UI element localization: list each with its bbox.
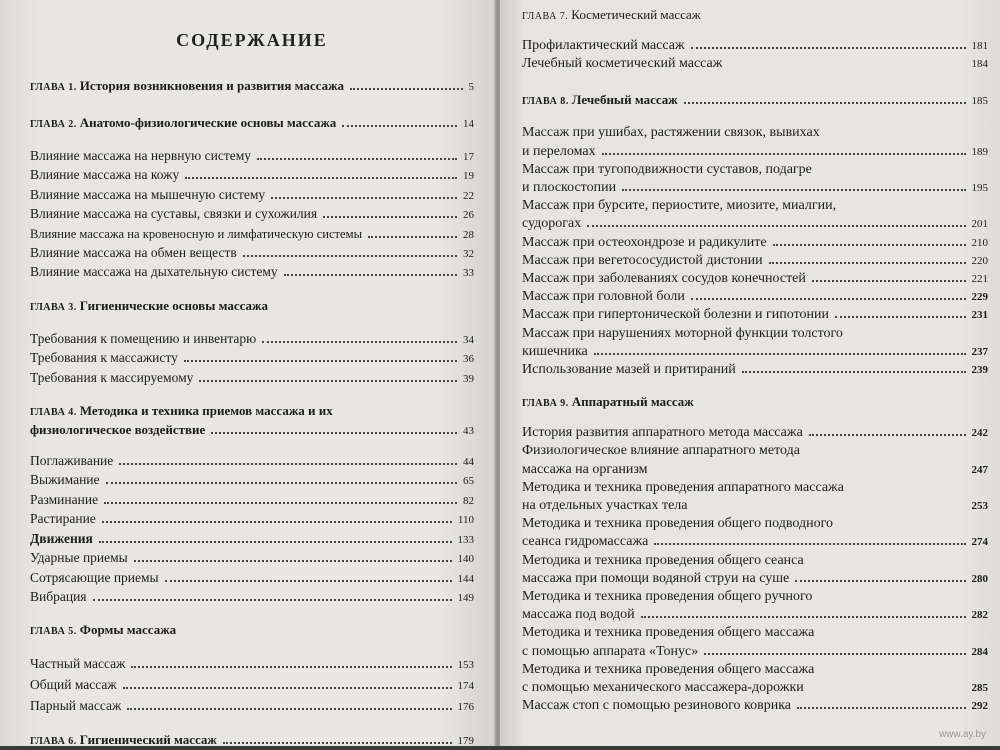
leader-dots (594, 353, 966, 355)
chapter-4-heading (30, 402, 474, 440)
chapter-7-items (522, 37, 988, 73)
page-number: 17 (463, 151, 474, 163)
toc-entry (30, 530, 474, 549)
entry-title: Лечебный косметический массаж (522, 56, 723, 72)
chapter-number: ГЛАВА 6. (30, 736, 77, 748)
page-number: 133 (457, 533, 474, 546)
entry-title: Массаж при остеохондрозе и радикулите (522, 234, 767, 250)
entry-title: Массаж при вегетососудистой дистонии (522, 252, 763, 268)
chapter-5-items (30, 654, 474, 717)
chapter-title: Анатомо-физиологические основы массажа (79, 115, 337, 130)
toc-entry (30, 569, 474, 588)
leader-dots (342, 125, 457, 127)
entry-title: Профилактический массаж (522, 38, 685, 53)
leader-dots (809, 434, 966, 436)
leader-dots (104, 502, 457, 504)
chapter-number: ГЛАВА 2. (30, 119, 77, 130)
entry-title: Выжимание (30, 472, 100, 488)
leader-dots (99, 541, 452, 543)
toc-entry (522, 661, 988, 697)
entry-title-line-1: Методика и техника проведения общего массажа (522, 661, 815, 677)
toc-entry (30, 696, 474, 717)
page-number: 189 (971, 145, 988, 158)
chapter-number: ГЛАВА 3. (30, 301, 77, 313)
entry-title-line-1: Методика и техника проведения аппаратного массажа (522, 479, 844, 495)
page-number: 176 (457, 701, 474, 714)
toc-entry (522, 624, 988, 660)
entry-title-line-2: сеанса гидромассажа (522, 534, 649, 550)
toc-entry (522, 306, 988, 324)
toc-entry (30, 166, 474, 185)
page-number: 274 (971, 536, 988, 549)
chapter-number: ГЛАВА 4. (30, 407, 77, 419)
page-number: 22 (463, 189, 474, 202)
page-number: 179 (457, 735, 474, 748)
toc-entry (522, 161, 988, 197)
page-number: 44 (463, 456, 474, 469)
entry-title: Требования к массируемому (30, 369, 194, 385)
leader-dots (323, 216, 457, 218)
page-title: СОДЕРЖАНИЕ (176, 30, 328, 50)
entry-title: Влияние массажа на суставы, связки и сухожилия (30, 206, 318, 222)
page-number: 110 (457, 514, 474, 527)
toc-entry (30, 549, 474, 568)
toc-entry (30, 369, 474, 388)
toc-entry (522, 588, 988, 624)
leader-dots (773, 244, 966, 246)
chapter-title: Косметический массаж (571, 7, 701, 22)
chapter-2-heading (30, 114, 474, 133)
entry-title: Сотрясающие приемы (30, 569, 159, 585)
chapter-8-heading (522, 91, 988, 110)
entry-title-line-2: массажа под водой (522, 607, 635, 623)
leader-dots (795, 580, 965, 582)
page-number: 153 (457, 659, 474, 672)
right-page (500, 0, 1000, 746)
toc-entry (30, 654, 474, 675)
entry-title-line-1: Массаж при тугоподвижности суставов, подагре (522, 161, 812, 177)
entry-title-line-1: Массаж при бурсите, периостите, миозите, миалгии, (522, 198, 837, 214)
page-number: 210 (971, 236, 988, 249)
page-number: 237 (971, 345, 988, 358)
entry-title: Разминание (30, 491, 99, 507)
toc-entry (30, 675, 474, 696)
page-number: 280 (971, 572, 988, 585)
page-number: 140 (457, 553, 474, 566)
leader-dots (131, 666, 451, 668)
chapter-7-heading (522, 6, 988, 25)
leader-dots (641, 616, 966, 618)
page-number: 247 (971, 463, 988, 476)
page-number: 5 (468, 81, 474, 93)
leader-dots (93, 599, 452, 601)
toc-entry (30, 452, 474, 471)
chapter-title: Формы массажа (79, 622, 177, 638)
page-number: 229 (971, 291, 988, 304)
chapter-1-heading (30, 77, 474, 96)
toc-entry (522, 252, 988, 270)
toc-entry (30, 225, 474, 244)
leader-dots (223, 742, 452, 744)
leader-dots (769, 262, 966, 264)
toc-entry (30, 588, 474, 607)
entry-title: Частный массаж (30, 656, 126, 672)
page-number: 220 (971, 254, 988, 267)
page-number: 185 (971, 95, 988, 108)
leader-dots (835, 316, 966, 318)
entry-title: Массаж при гипертонической болезни и гипотонии (522, 307, 829, 323)
leader-dots (134, 560, 452, 562)
entry-title: Требования к помещению и инвентарю (30, 330, 257, 346)
entry-title: Парный массаж (30, 698, 122, 714)
chapter-title: История возникновения и развития массажа (79, 78, 344, 93)
entry-title-line-2: с помощью механического массажера-дорожки (522, 680, 804, 696)
leader-dots (127, 708, 451, 710)
chapter-number: ГЛАВА 1. (30, 82, 77, 93)
chapter-6-heading (30, 731, 474, 750)
chapter-title: Лечебный массаж (571, 92, 678, 108)
toc-entry (30, 263, 474, 282)
entry-title: История развития аппаратного метода массажа (522, 425, 803, 441)
page-number: 292 (971, 700, 988, 713)
entry-title: Поглаживание (30, 453, 114, 469)
entry-title: Вибрация (30, 588, 87, 604)
chapter-5-heading (30, 621, 474, 640)
entry-title-line-2: массажа при помощи водяной струи на суше (522, 570, 790, 586)
page-number: 65 (463, 475, 474, 488)
toc-entry (522, 552, 988, 588)
toc-entry (522, 697, 988, 715)
toc-entry (30, 510, 474, 529)
page-number: 284 (971, 645, 988, 658)
entry-title: Влияние массажа на кровеносную и лимфатическую системы (30, 226, 363, 241)
entry-title-line-1: Методика и техника проведения общего ручного (522, 589, 813, 605)
entry-title: Ударные приемы (30, 550, 128, 566)
toc-entry (522, 325, 988, 361)
toc-entry (522, 515, 988, 551)
left-page (0, 0, 496, 746)
entry-title-line-2: на отдельных участках тела (522, 498, 688, 514)
toc-entry (522, 55, 988, 73)
chapter-title: Гигиенические основы массажа (79, 297, 268, 313)
page-number: 242 (971, 427, 988, 440)
page-number: 231 (971, 309, 988, 322)
toc-entry (522, 288, 988, 306)
entry-title: Влияние массажа на дыхательную систему (30, 264, 278, 280)
watermark: www.ay.by (938, 729, 986, 740)
leader-dots (184, 360, 457, 362)
leader-dots (691, 298, 966, 300)
leader-dots (211, 432, 457, 434)
toc-entry (522, 197, 988, 233)
leader-dots (797, 707, 965, 709)
page-number: 174 (457, 680, 474, 693)
leader-dots (812, 280, 966, 282)
leader-dots (742, 371, 966, 373)
toc-entry (30, 205, 474, 224)
chapter-number: ГЛАВА 8. (522, 96, 569, 108)
chapter-title-line-1: Методика и техника приемов массажа и их (79, 403, 333, 419)
leader-dots (257, 158, 457, 160)
entry-title-line-1: Методика и техника проведения общего сеанса (522, 552, 804, 568)
page-number: 144 (457, 572, 474, 585)
page-number: 43 (463, 425, 474, 438)
entry-title: Влияние массажа на кожу (30, 167, 180, 183)
leader-dots (704, 653, 965, 655)
page-number: 19 (463, 170, 474, 183)
toc-entry (30, 349, 474, 368)
leader-dots (199, 380, 457, 382)
toc-entry (522, 37, 988, 55)
entry-title: Требования к массажисту (30, 350, 178, 366)
page-number: 39 (463, 372, 474, 385)
entry-title-line-1: Массаж при нарушениях моторной функции толстого (522, 325, 843, 341)
chapter-title: Аппаратный массаж (571, 394, 694, 410)
entry-title-line-2: с помощью аппарата «Тонус» (522, 643, 699, 659)
entry-title: Растирание (30, 511, 96, 527)
entry-title: Использование мазей и притираний (522, 362, 736, 378)
toc-entry (30, 147, 474, 166)
leader-dots (262, 341, 457, 343)
chapter-number: ГЛАВА 7. (522, 11, 569, 22)
page-number: 33 (463, 267, 474, 280)
toc-entry (522, 270, 988, 288)
entry-title-line-2: массажа на организм (522, 461, 648, 477)
entry-title: Влияние массажа на обмен веществ (30, 245, 237, 261)
leader-dots (602, 153, 966, 155)
toc-entry (30, 491, 474, 510)
leader-dots (102, 521, 452, 523)
entry-title-line-1: Физиологическое влияние аппаратного метода (522, 443, 800, 459)
page-number: 239 (971, 364, 988, 377)
entry-title: Общий массаж (30, 677, 117, 693)
page-number: 28 (463, 228, 474, 241)
entry-title: Влияние массажа на нервную систему (30, 148, 252, 163)
entry-title: Влияние массажа на мышечную систему (30, 186, 266, 202)
leader-dots (622, 189, 965, 191)
leader-dots (350, 88, 463, 90)
chapter-4-items (30, 452, 474, 607)
leader-dots (119, 463, 457, 465)
leader-dots (654, 543, 965, 545)
entry-title-line-2: и плоскостопии (522, 180, 617, 196)
page-number: 282 (971, 609, 988, 622)
entry-title-line-2: и переломах (522, 143, 596, 159)
toc-entry (30, 244, 474, 263)
entry-title: Движения (30, 530, 93, 546)
leader-dots (284, 274, 457, 276)
chapter-9-heading (522, 393, 988, 412)
toc-entry (30, 186, 474, 205)
toc-entry (522, 442, 988, 478)
entry-title-line-2: судорогах (522, 216, 582, 232)
toc-entry (522, 424, 988, 442)
page-number: 195 (971, 182, 988, 195)
leader-dots (368, 236, 457, 238)
entry-title-line-1: Массаж при ушибах, растяжении связок, вывихах (522, 125, 820, 141)
entry-title: Массаж стоп с помощью резинового коврика (522, 698, 792, 714)
page-number: 149 (457, 591, 474, 604)
leader-dots (691, 47, 966, 49)
entry-title: Массаж при заболеваниях сосудов конечностей (522, 271, 806, 287)
chapter-3-heading (30, 297, 474, 316)
leader-dots (243, 255, 457, 257)
entry-title-line-2: кишечника (522, 343, 588, 359)
chapter-2-items (30, 147, 474, 283)
leader-dots (587, 225, 965, 227)
page-number: 184 (971, 58, 988, 71)
entry-title-line-1: Методика и техника проведения общего массажа (522, 625, 815, 641)
toc-entry (30, 330, 474, 349)
toc-entry (522, 479, 988, 515)
toc-entry (522, 124, 988, 160)
leader-dots (165, 580, 452, 582)
leader-dots (106, 482, 457, 484)
page-number: 221 (971, 273, 988, 286)
chapter-title-line-2: физиологическое воздействие (30, 422, 206, 438)
chapter-8-items (522, 124, 988, 379)
chapter-3-items (30, 330, 474, 388)
page-number: 285 (971, 682, 988, 695)
chapter-9-items (522, 424, 988, 715)
leader-dots (123, 687, 452, 689)
leader-dots (271, 197, 457, 199)
toc-entry (522, 234, 988, 252)
chapter-number: ГЛАВА 9. (522, 398, 569, 410)
page-number: 201 (971, 218, 988, 231)
entry-title-line-1: Методика и техника проведения общего подводного (522, 516, 834, 532)
toc-entry (30, 471, 474, 490)
chapter-number: ГЛАВА 5. (30, 626, 77, 638)
page-number: 253 (971, 500, 988, 513)
leader-dots (684, 102, 966, 104)
page-number: 14 (463, 118, 474, 130)
page-number: 82 (463, 494, 474, 507)
toc-entry (522, 361, 988, 379)
chapter-title: Гигиенический массаж (79, 732, 217, 748)
page-number: 34 (463, 333, 474, 346)
leader-dots (185, 177, 457, 179)
page-number: 26 (463, 209, 474, 222)
page-number: 32 (463, 248, 474, 261)
page-number: 181 (971, 40, 988, 52)
entry-title: Массаж при головной боли (522, 289, 685, 305)
page-number: 36 (463, 353, 474, 366)
